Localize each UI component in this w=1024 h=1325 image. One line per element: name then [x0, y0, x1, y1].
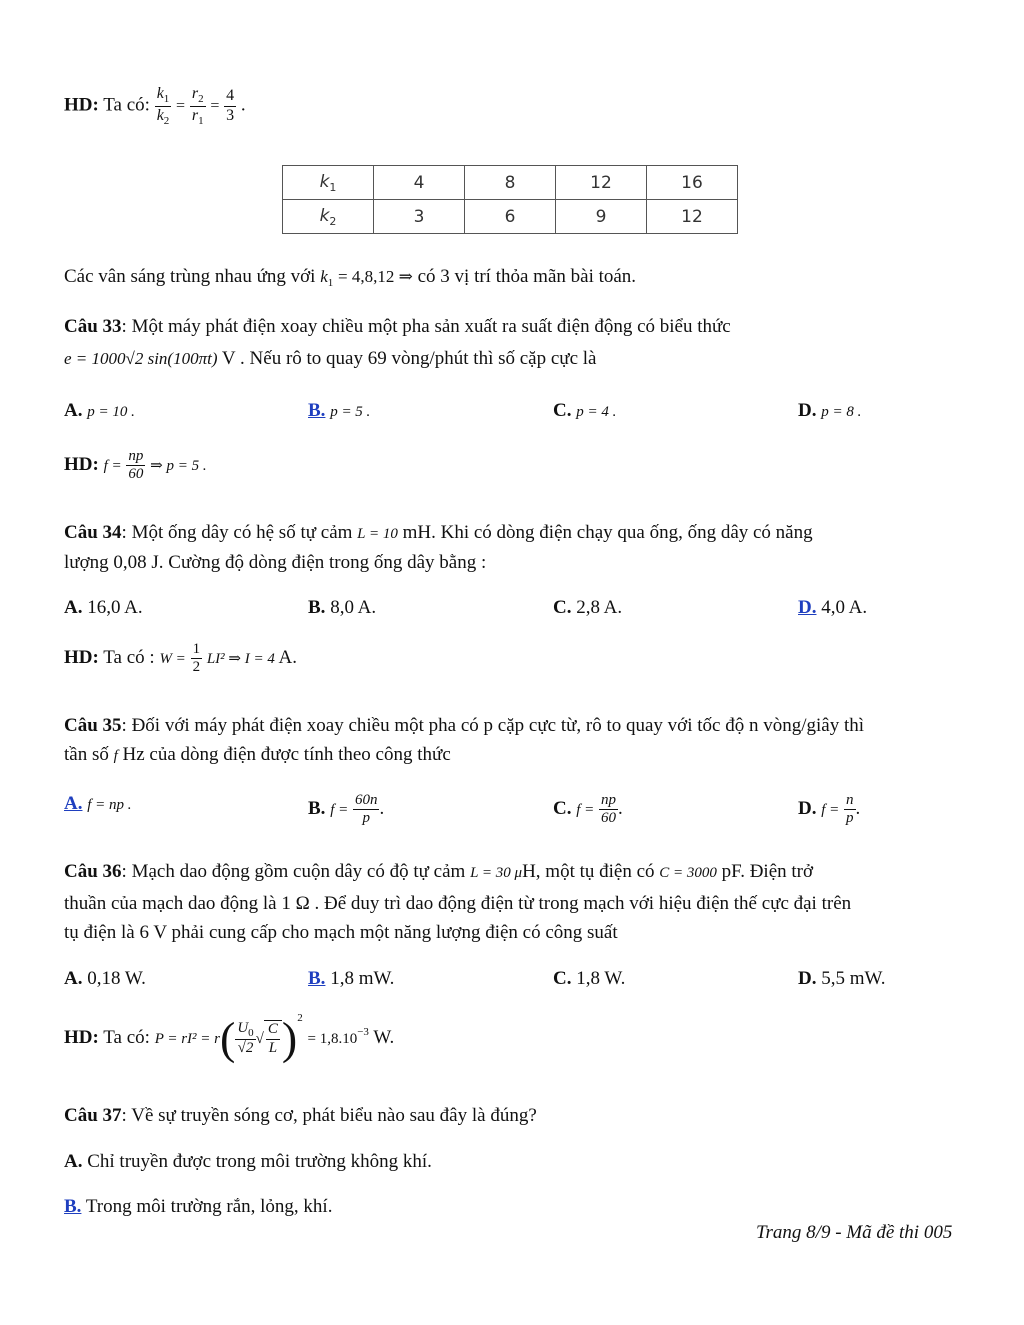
q36-option-a: A. 0,18 W.: [64, 968, 146, 989]
q37-label: Câu 37: [64, 1105, 122, 1126]
q36-option-c: C. 1,8 W.: [553, 968, 626, 989]
q35-text: Câu 35: Đối với máy phát điện xoay chiều một pha có p cặp cực từ, rô to quay với tốc độ n vòng/giây thì: [64, 715, 865, 736]
q33-formula: e = 1000√2 sin(100πt): [64, 349, 218, 368]
q33-hd: HD: f = $\frac{np}{60}$ ⇒ p = 5 .: [64, 448, 207, 483]
q35-option-a: A. f = np .: [64, 793, 132, 814]
q36-text-2: thuần của mạch dao động là 1 Ω . Để duy trì dao động điện từ trong mạch với hiệu điện thế cực đại trên: [64, 893, 852, 914]
q33-option-c: C. p = 4 .: [553, 400, 617, 421]
q34-option-c: C. 2,8 A.: [553, 597, 623, 618]
q33-option-b: B. p = 5 .: [308, 400, 371, 421]
ratio-value: $\frac{4}{3}$: [226, 87, 235, 124]
q33-option-d: D. p = 8 .: [798, 400, 862, 421]
q36-label: Câu 36: [64, 861, 122, 882]
table-head: $k_1$: [283, 166, 374, 200]
q35-option-b: B. f = $\frac{60n}{p}$ .: [308, 792, 385, 827]
q36-option-d: D. 5,5 mW.: [798, 968, 886, 989]
table-cell: 4: [374, 166, 465, 200]
q34-option-a: A. 16,0 A.: [64, 597, 143, 618]
table-cell: 8: [465, 166, 556, 200]
q35-label: Câu 35: [64, 715, 122, 736]
ratio-k: $\frac{k_1}{k_2}$: [156, 85, 170, 127]
q37-option-b: B. Trong môi trường rắn, lỏng, khí.: [64, 1196, 333, 1217]
q33-text: Câu 33: Một máy phát điện xoay chiều một pha sản xuất ra suất điện động có biểu thức: [64, 316, 731, 337]
q33-formula-line: e = 1000√2 sin(100πt) V . Nếu rô to quay 69 vòng/phút thì số cặp cực là: [64, 348, 597, 369]
q34-option-d: D. 4,0 A.: [798, 597, 868, 618]
q35-option-c: C. f = $\frac{np}{60}$ .: [553, 792, 623, 827]
q34-text-2: lượng 0,08 J. Cường độ dòng điện trong ống dây bằng :: [64, 552, 487, 573]
table-row: [283, 200, 738, 234]
hd-label: HD:: [64, 94, 99, 116]
q34-option-b: B. 8,0 A.: [308, 597, 377, 618]
ratio-r: $\frac{r_2}{r_1}$: [191, 85, 204, 127]
q35-text-2: tần số f Hz của dòng điện được tính theo công thức: [64, 744, 451, 765]
table-head: $k_2$: [283, 200, 374, 234]
k-table: [282, 165, 738, 234]
table-cell: 12: [556, 166, 647, 200]
q36-hd: HD: Ta có: P = rI² = r( $\frac{U_0}{√2}$ √ $\frac{C}{L}$ )$^2 = 1,8.10^{-3}$ W.: [64, 1012, 395, 1064]
table-cell: 12: [647, 200, 738, 234]
q33-label: Câu 33: [64, 316, 122, 337]
hd1-line: HD: Ta có: $\frac{k_1}{k_2}$ = $\frac{r_2}{r_1}$ = $\frac{4}{3}$ .: [64, 85, 246, 127]
q37-option-a: A. Chỉ truyền được trong môi trường không khí.: [64, 1151, 432, 1172]
van-sang-line: Các vân sáng trùng nhau ứng với $k_1 = 4,8,12$ ⇒ có 3 vị trí thỏa mãn bài toán.: [64, 266, 637, 289]
table-cell: 3: [374, 200, 465, 234]
q34-text: Câu 34: Một ống dây có hệ số tự cảm L = 10 mH. Khi có dòng điện chạy qua ống, ống dây có năng: [64, 522, 813, 543]
q33-option-a: A. p = 10 .: [64, 400, 135, 421]
table-row: [283, 166, 738, 200]
q37-text: Câu 37: Về sự truyền sóng cơ, phát biểu nào sau đây là đúng?: [64, 1105, 537, 1126]
q34-hd: HD: Ta có : W = $\frac{1}{2}$ LI² ⇒ I = 4 A.: [64, 641, 298, 676]
page-footer: Trang 8/9 - Mã đề thi 005: [756, 1222, 953, 1243]
table-cell: 9: [556, 200, 647, 234]
q34-label: Câu 34: [64, 522, 122, 543]
table-cell: 6: [465, 200, 556, 234]
q36-text: Câu 36: Mạch dao động gồm cuộn dây có độ tự cảm L = 30 μH, một tụ điện có C = 3000 pF. Điện trở: [64, 861, 814, 882]
table-cell: 16: [647, 166, 738, 200]
q36-text-3: tụ điện là 6 V phải cung cấp cho mạch một năng lượng điện có công suất: [64, 922, 618, 943]
q36-option-b: B. 1,8 mW.: [308, 968, 395, 989]
q35-option-d: D. f = $\frac{n}{p}$ .: [798, 792, 861, 827]
hd-text: Ta có:: [103, 94, 150, 116]
